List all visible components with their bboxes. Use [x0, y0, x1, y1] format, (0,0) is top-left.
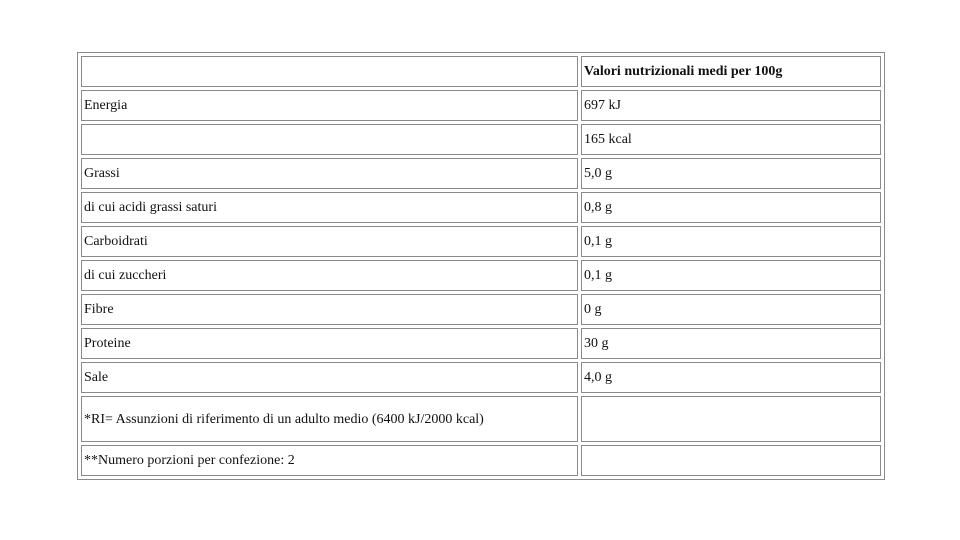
row-value-energia-kj: 697 kJ [581, 90, 881, 121]
row-label-energia: Energia [81, 90, 578, 121]
row-value-carboidrati: 0,1 g [581, 226, 881, 257]
row-value-saturi: 0,8 g [581, 192, 881, 223]
row-value-grassi: 5,0 g [581, 158, 881, 189]
row-label-zuccheri: di cui zuccheri [81, 260, 578, 291]
row-label-saturi: di cui acidi grassi saturi [81, 192, 578, 223]
table-row [81, 294, 881, 325]
row-value-sale: 4,0 g [581, 362, 881, 393]
table-row [81, 192, 881, 223]
table-row [81, 226, 881, 257]
row-label-empty [81, 124, 578, 155]
row-label-grassi: Grassi [81, 158, 578, 189]
table-row [81, 396, 881, 442]
row-label-porzioni: **Numero porzioni per confezione: 2 [81, 445, 578, 476]
row-value-porzioni [581, 445, 881, 476]
nutrition-table [77, 52, 885, 480]
table-row [81, 445, 881, 476]
row-label-ri-note: *RI= Assunzioni di riferimento di un adulto medio (6400 kJ/2000 kcal) [81, 396, 578, 442]
row-label-proteine: Proteine [81, 328, 578, 359]
row-value-zuccheri: 0,1 g [581, 260, 881, 291]
row-value-energia-kcal: 165 kcal [581, 124, 881, 155]
header-label-cell [81, 56, 578, 87]
row-label-carboidrati: Carboidrati [81, 226, 578, 257]
table-row [81, 124, 881, 155]
row-label-sale: Sale [81, 362, 578, 393]
table-row [81, 260, 881, 291]
row-value-ri-note [581, 396, 881, 442]
table-row [81, 362, 881, 393]
row-value-fibre: 0 g [581, 294, 881, 325]
table-row [81, 328, 881, 359]
row-label-fibre: Fibre [81, 294, 578, 325]
row-value-proteine: 30 g [581, 328, 881, 359]
table-row [81, 90, 881, 121]
table-row [81, 158, 881, 189]
header-value-cell: Valori nutrizionali medi per 100g [581, 56, 881, 87]
table-header-row [81, 56, 881, 87]
